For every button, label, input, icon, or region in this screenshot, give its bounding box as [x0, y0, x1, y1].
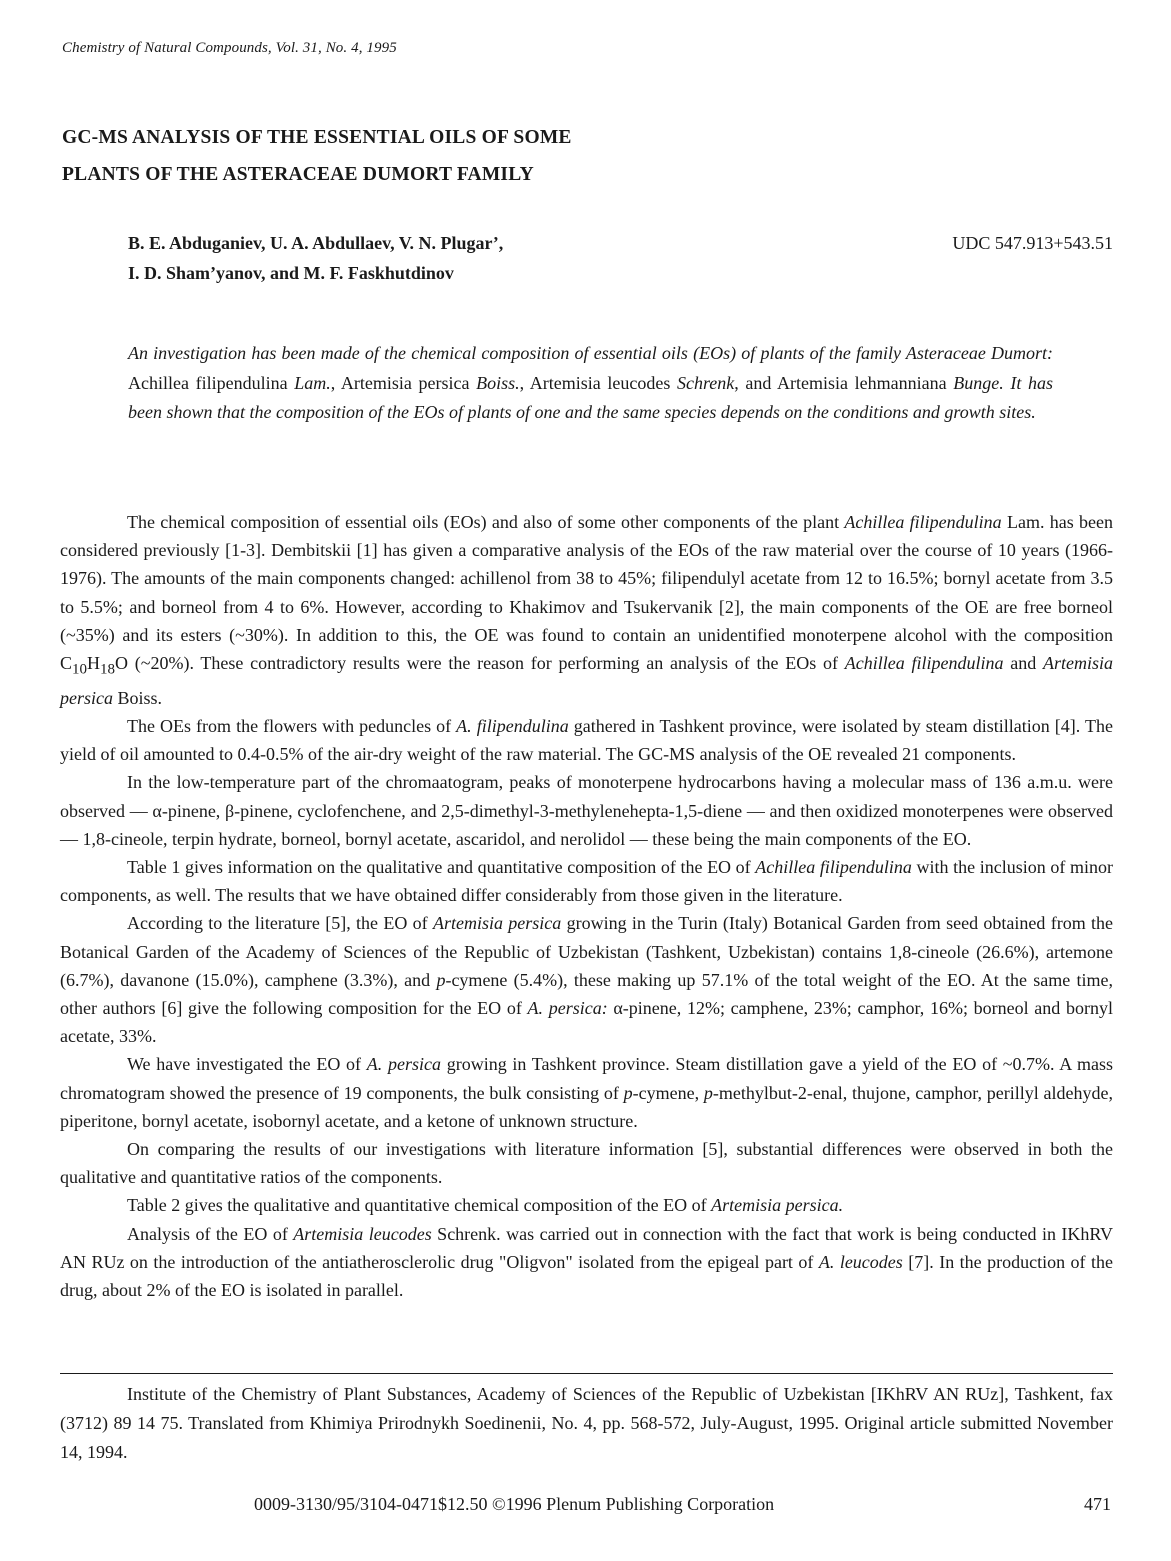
italic-text: Artemisia leucodes — [293, 1223, 432, 1244]
italic-text: Lam. — [294, 372, 331, 393]
italic-text: A. leucodes — [818, 1251, 903, 1272]
article-title — [62, 119, 572, 193]
italic-text: Artemisia persica — [60, 653, 1113, 708]
italic-text: Bunge. It has been shown that the composition of the EOs of plants of one and the same species depends on the conditions and growth sites. — [128, 372, 1053, 422]
text-run: Analysis of the EO of — [127, 1223, 294, 1244]
body-paragraph — [60, 853, 1113, 909]
text-run: -methylbut-2-enal, thujone, camphor, perillyl aldehyde, piperitone, bornyl acetate, isobornyl acetate, and a ketone of unknown structure. — [60, 1082, 1113, 1131]
article-body — [60, 508, 1113, 1304]
udc-code: UDC 547.913+543.51 — [952, 233, 1113, 253]
text-run: The OEs from the flowers with peduncles of — [127, 716, 457, 737]
journal-citation: Chemistry of Natural Compounds, Vol. 31, No. 4, 1995 — [62, 40, 397, 56]
text-run: -cymene, — [632, 1082, 704, 1103]
subscript-text: 18 — [100, 661, 116, 678]
italic-text: p — [436, 969, 446, 990]
text-run: [7]. In the production of the drug, about 2% of the EO is isolated in parallel. — [60, 1251, 1113, 1301]
italic-text: A. filipendulina — [456, 716, 569, 737]
italic-text: Schrenk — [676, 372, 735, 393]
text-run: Schrenk. was carried out in connection with the fact that work is being conducted in IKhRV AN RUz on the introduction of the antiatherosclerolic drug "Oligvon" isolated from the epigeal part of — [60, 1223, 1113, 1272]
italic-text: A. persica — [366, 1054, 441, 1075]
body-paragraph — [60, 1135, 1113, 1191]
article-title-line-1: GC-MS ANALYSIS OF THE ESSENTIAL OILS OF SOME — [62, 127, 572, 148]
body-paragraph — [60, 712, 1113, 768]
text-run: , Artemisia persica — [330, 372, 477, 393]
body-paragraph — [60, 768, 1113, 853]
text-run: , and Artemisia lehmanniana — [734, 372, 954, 393]
text-run: Boiss. — [113, 687, 163, 708]
italic-text: A. persica: — [527, 998, 608, 1019]
italic-text: Achillea filipendulina — [844, 512, 1002, 532]
footnote-divider — [60, 1373, 1113, 1374]
body-paragraph — [60, 909, 1113, 1050]
affiliation-footnote: Institute of the Chemistry of Plant Substances, Academy of Sciences of the Republic of Uzbekistan [IKhRV AN RUz], Tashkent, fax (3712) 89 14 75. Translated from Khimiya Prirodnykh Soedinenii, No. 4, pp. 568-572, July-August, 1995. Original article submitted November 14, 1994. — [60, 1384, 1113, 1462]
text-run: , Artemisia leucodes — [519, 372, 677, 393]
copyright-code: 0009-3130/95/3104-0471$12.50 ©1996 Plenum Publishing Corporation — [254, 1494, 775, 1514]
text-run: Lam. has been considered previously [1-3]. Dembitskii [1] has given a comparative analysis of the EOs of the raw material over the course of 10 years (1966-1976). The amounts of the main components changed: achillenol from 38 to 45%; filipendulyl acetate from 12 to 16.5%; bornyl acetate from 3.5 to 5.5%; and borneol from 4 to 6%. However, according to Khakimov and Tsukervanik [2], the main components of the OE are free borneol (~35%) and its esters (~30%). In addition to this, the OE was found to contain an unidentified monoterpene alcohol with the composition C — [60, 512, 1113, 674]
italic-text: Achillea filipendulina — [755, 857, 912, 878]
text-run: Table 2 gives the qualitative and quantitative chemical composition of the EO of — [127, 1195, 712, 1216]
text-run: H — [87, 653, 101, 674]
italic-text: p — [703, 1082, 713, 1103]
article-title-line-2: PLANTS OF THE ASTERACEAE DUMORT FAMILY — [62, 164, 534, 185]
text-run: Table 1 gives information on the qualitative and quantitative composition of the EO of — [127, 857, 756, 878]
subscript-text: 10 — [72, 661, 88, 678]
abstract — [128, 339, 1053, 428]
italic-text: Artemisia persica. — [711, 1195, 844, 1216]
italic-text: Achillea filipendulina — [844, 653, 1004, 674]
text-run: The chemical composition of essential oils (EOs) and also of some other components of the plant — [127, 512, 845, 532]
text-run: α-pinene, 12%; camphene, 23%; camphor, 16%; borneol and bornyl acetate, 33%. — [60, 998, 1113, 1047]
text-run: -cymene (5.4%), these making up 57.1% of the total weight of the EO. At the same time, other authors [6] give the following composition for the EO of — [60, 969, 1113, 1019]
page-number: 471 — [1084, 1494, 1111, 1514]
italic-text: p — [623, 1082, 633, 1103]
text-run: with the inclusion of minor components, as well. The results that we have obtained differ considerably from those given in the literature. — [60, 857, 1113, 906]
body-paragraph — [60, 508, 1113, 712]
body-paragraph — [60, 1220, 1113, 1305]
text-run: growing in the Turin (Italy) Botanical Garden from seed obtained from the Botanical Garden of the Academy of Sciences of the Republic of Uzbekistan (Tashkent, Uzbekistan) contains 1,8-cineole (26.6%), artemone (6.7%), davanone (15.0%), camphene (3.3%), and — [60, 913, 1114, 990]
italic-text: Artemisia persica — [432, 913, 562, 934]
author-line-1: B. E. Abduganiev, U. A. Abdullaev, V. N. Plugar’, — [128, 233, 504, 253]
text-run: gathered in Tashkent province, were isolated by steam distillation [4]. The yield of oil amounted to 0.4-0.5% of the air-dry weight of the raw material. The GC-MS analysis of the OE revealed 21 components. — [60, 716, 1113, 765]
text-run: growing in Tashkent province. Steam distillation gave a yield of the EO of ~0.7%. A mass chromatogram showed the presence of 19 components, the bulk consisting of — [60, 1054, 1113, 1103]
author-line-2: I. D. Sham’yanov, and M. F. Faskhutdinov — [128, 263, 454, 283]
text-run: and — [1003, 653, 1043, 674]
italic-text: Boiss. — [476, 372, 520, 393]
text-run: We have investigated the EO of — [127, 1054, 367, 1075]
text-run: According to the literature [5], the EO of — [127, 913, 433, 934]
text-run: In the low-temperature part of the chromaatogram, peaks of monoterpene hydrocarbons having a molecular mass of 136 a.m.u. were observed — α-pinene, β-pinene, cyclofenchene, and 2,5-dimethyl-3-methylenehepta-1,5-diene — and then oxidized monoterpenes were observed — 1,8-cineole, terpin hydrate, borneol, bornyl acetate, ascaridol, and nerolidol — these being the main components of the EO. — [60, 772, 1113, 849]
body-paragraph — [60, 1050, 1113, 1135]
text-run: Achillea filipendulina — [128, 372, 295, 393]
text-run: O (~20%). These contradictory results were the reason for performing an analysis of the EOs of — [115, 653, 845, 674]
italic-text: An investigation has been made of the chemical composition of essential oils (EOs) of plants of the family Asteraceae Dumort: — [128, 343, 1053, 363]
text-run: On comparing the results of our investigations with literature information [5], substantial differences were observed in both the qualitative and quantitative ratios of the components. — [60, 1139, 1113, 1188]
body-paragraph — [60, 1191, 1113, 1219]
author-list — [128, 228, 503, 288]
